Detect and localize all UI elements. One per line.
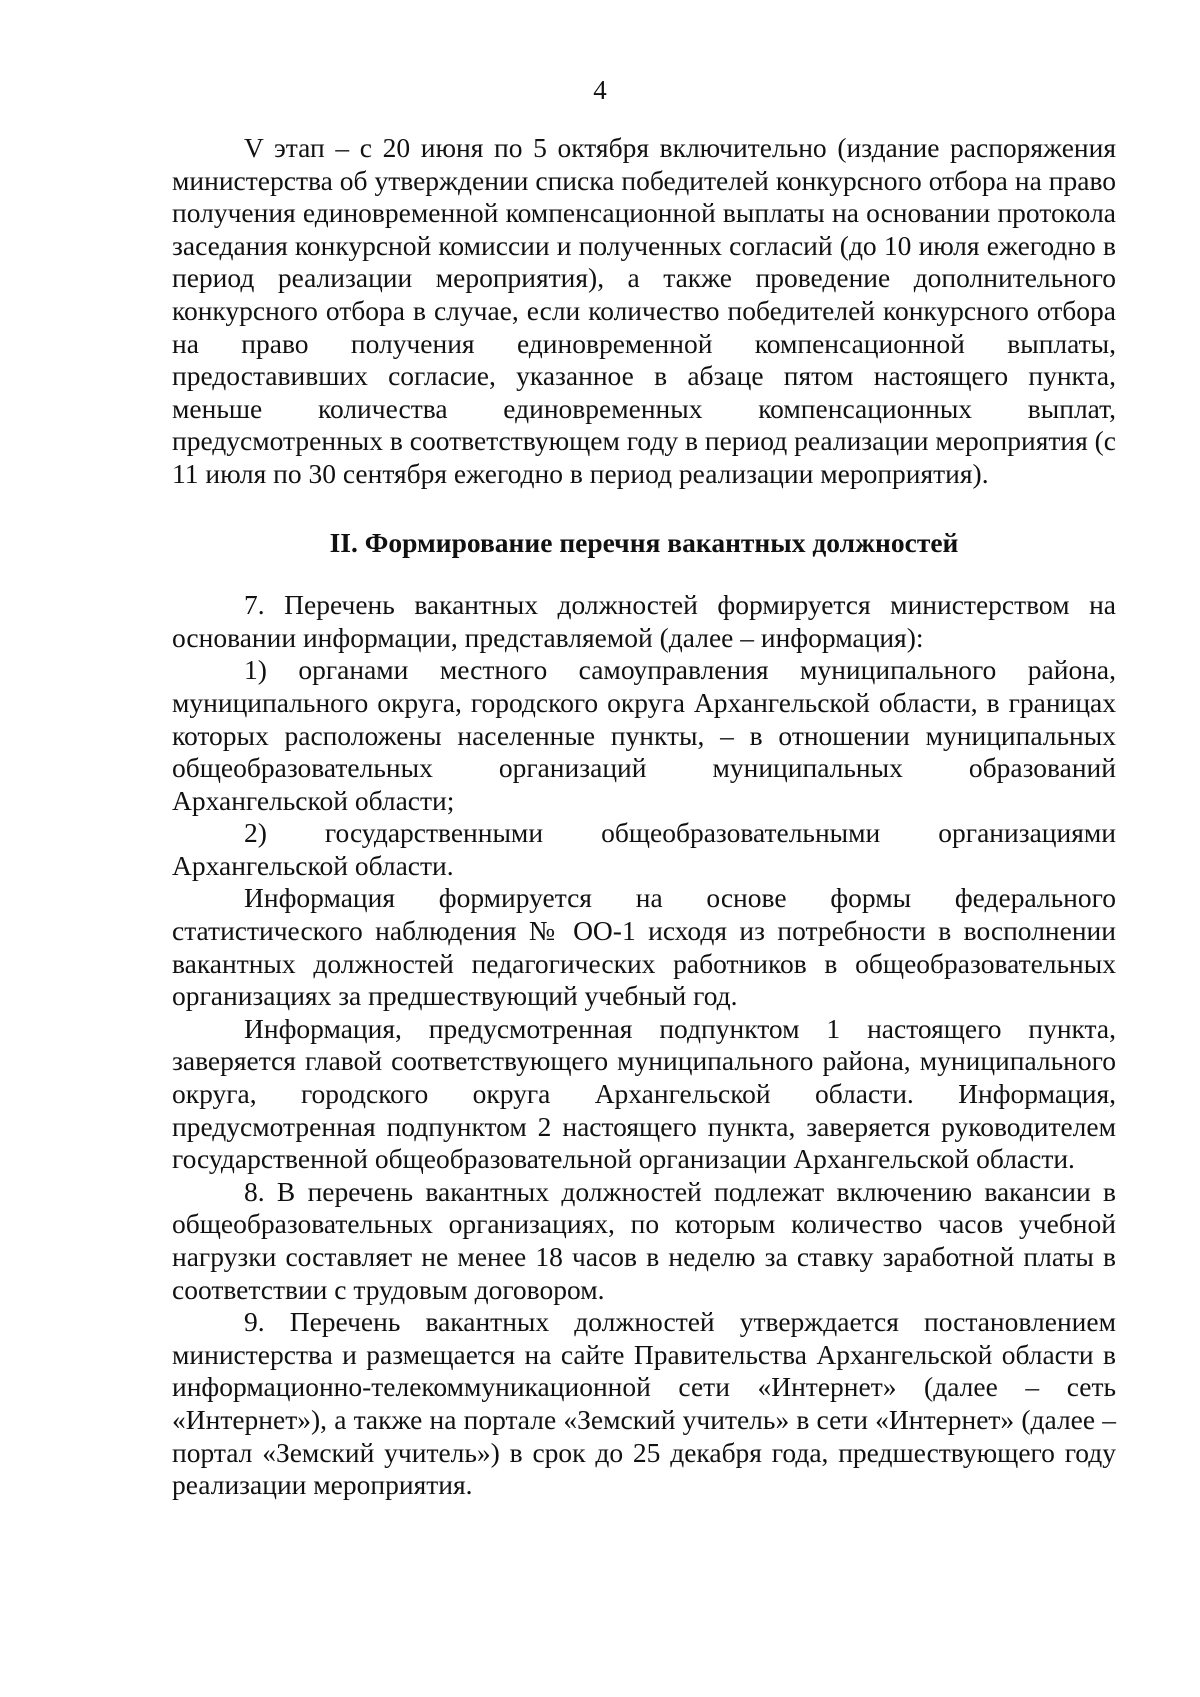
paragraph-subitem-1: 1) органами местного самоуправления муниципального района, муниципального округа, городского округа Архангельской области, в границах которых расположены населенные пункты, – в отношении муниципальных общеобразовательных организаций муниципальных образований Архангельской области;: [172, 654, 1116, 816]
paragraph-information-certification: Информация, предусмотренная подпунктом 1 настоящего пункта, заверяется главой соответствующего муниципального района, муниципального округа, городского округа Архангельской области. Информация, предусмотренная подпунктом 2 настоящего пункта, заверяется руководителем государственной общеобразовательной организации Архангельской области.: [172, 1012, 1116, 1175]
paragraph-information-basis: Информация формируется на основе формы федерального статистического наблюдения № ОО-1 исходя из потребности в восполнении вакантных должностей педагогических работников в общеобразовательных организациях за предшествующий учебный год.: [172, 882, 1116, 1012]
paragraph-item-7: 7. Перечень вакантных должностей формируется министерством на основании информации, представляемой (далее – информация):: [172, 589, 1116, 653]
page-number: 4: [593, 75, 607, 105]
intro-paragraph-stage-5: V этап – с 20 июня по 5 октября включительно (издание распоряжения министерства об утверждении списка победителей конкурсного отбора на право получения единовременной компенсационной выплаты на основании протокола заседания конкурсной комиссии и полученных согласий (до 10 июля ежегодно в период реализации мероприятия), а также проведение дополнительного конкурсного отбора в случае, если количество победителей конкурсного отбора на право получения единовременной компенсационной выплаты, предоставивших согласие, указанное в абзаце пятом настоящего пункта, меньше количества единовременных компенсационных выплат, предусмотренных в соответствующем году в период реализации мероприятия (с 11 июля по 30 сентября ежегодно в период реализации мероприятия).: [172, 132, 1116, 489]
section-heading: II. Формирование перечня вакантных должностей: [329, 526, 959, 558]
paragraph-item-9: 9. Перечень вакантных должностей утверждается постановлением министерства и размещается на сайте Правительства Архангельской области в информационно-телекоммуникационной сети «Интернет» (далее – сеть «Интернет»), а также на портале «Земский учитель» в сети «Интернет» (далее – портал «Земский учитель») в срок до 25 декабря года, предшествующего году реализации мероприятия.: [172, 1306, 1116, 1501]
page-content: [172, 132, 1116, 1502]
paragraph-subitem-2: 2) государственными общеобразовательными организациями Архангельской области.: [172, 817, 1116, 881]
paragraph-item-8: 8. В перечень вакантных должностей подлежат включению вакансии в общеобразовательных организациях, по которым количество часов учебной нагрузки составляет не менее 18 часов в неделю за ставку заработной платы в соответствии с трудовым договором.: [172, 1175, 1116, 1305]
